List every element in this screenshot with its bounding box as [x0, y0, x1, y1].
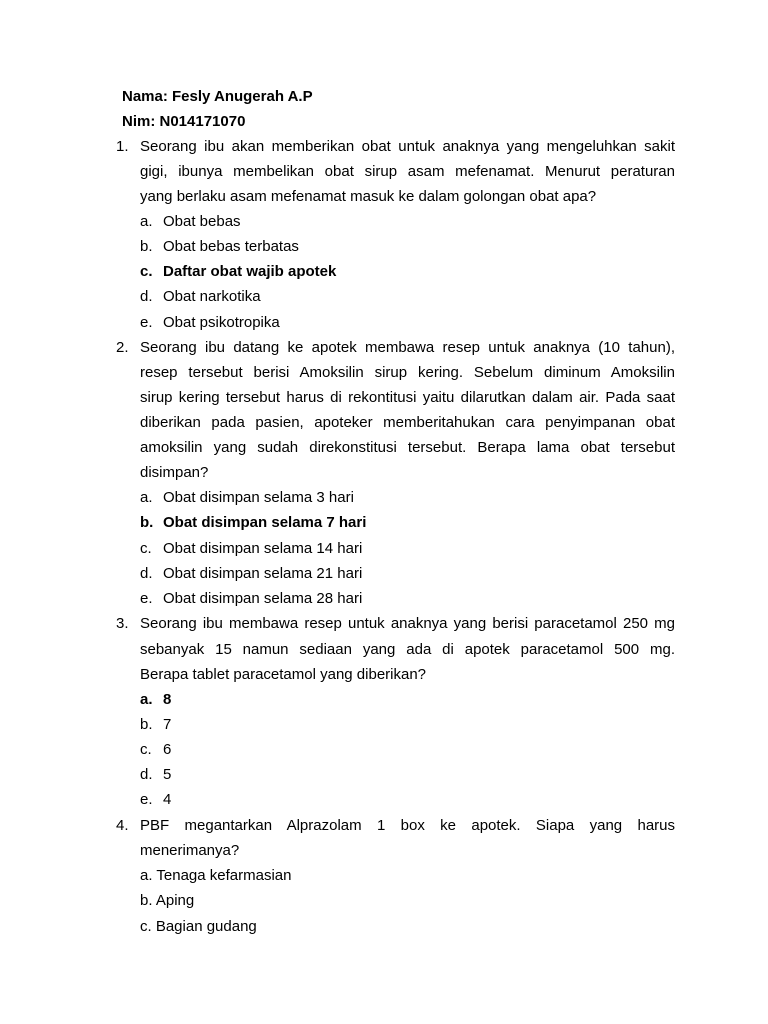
question-4-line-1: PBF megantarkan Alprazolam 1 box ke apotek. Siapa yang harus	[140, 817, 675, 834]
q3-option-c-letter: c.	[140, 741, 152, 758]
q1-option-e-letter: e.	[140, 314, 153, 331]
question-3-number: 3.	[116, 615, 129, 632]
q2-option-b-letter: b.	[140, 514, 154, 531]
student-name: Nama: Fesly Anugerah A.P	[122, 88, 313, 105]
q3-option-d-letter: d.	[140, 766, 153, 783]
q3-option-a-answer: 8	[163, 691, 172, 708]
question-4-line-2: menerimanya?	[140, 842, 240, 859]
q2-option-b-answer: Obat disimpan selama 7 hari	[163, 514, 367, 531]
question-3-line-3: Berapa tablet paracetamol yang diberikan?	[140, 666, 427, 683]
q1-option-d: Obat narkotika	[163, 288, 261, 305]
question-3-line-2: sebanyak 15 namun sediaan yang ada di apotek paracetamol 500 mg.	[140, 641, 675, 658]
question-4-number: 4.	[116, 817, 129, 834]
student-nim: Nim: N014171070	[122, 113, 246, 130]
question-2-line-6: disimpan?	[140, 464, 209, 481]
q2-option-a-letter: a.	[140, 489, 153, 506]
q2-option-e: Obat disimpan selama 28 hari	[163, 590, 363, 607]
q1-option-a-letter: a.	[140, 213, 153, 230]
q4-option-b: b. Aping	[140, 892, 195, 909]
q2-option-c-letter: c.	[140, 540, 152, 557]
q1-option-b: Obat bebas terbatas	[163, 238, 299, 255]
q2-option-d: Obat disimpan selama 21 hari	[163, 565, 363, 582]
q3-option-d: 5	[163, 766, 172, 783]
q3-option-e-letter: e.	[140, 791, 153, 808]
q1-option-e: Obat psikotropika	[163, 314, 280, 331]
q1-option-d-letter: d.	[140, 288, 153, 305]
question-2-line-3: sirup kering tersebut harus di rekontitusi yaitu dilarutkan dalam air. Pada saat	[140, 389, 675, 406]
q1-option-c-answer: Daftar obat wajib apotek	[163, 263, 337, 280]
question-1-line-2: gigi, ibunya membelikan obat sirup asam mefenamat. Menurut peraturan	[140, 163, 675, 180]
q3-option-b-letter: b.	[140, 716, 153, 733]
q1-option-c-letter: c.	[140, 263, 153, 280]
q3-option-c: 6	[163, 741, 172, 758]
q3-option-a-letter: a.	[140, 691, 153, 708]
q1-option-a: Obat bebas	[163, 213, 241, 230]
q4-option-c: c. Bagian gudang	[140, 918, 257, 935]
q3-option-b: 7	[163, 716, 172, 733]
q2-option-a: Obat disimpan selama 3 hari	[163, 489, 354, 506]
question-3-line-1: Seorang ibu membawa resep untuk anaknya yang berisi paracetamol 250 mg	[140, 615, 675, 632]
question-1-line-1: Seorang ibu akan memberikan obat untuk anaknya yang mengeluhkan sakit	[140, 138, 675, 155]
q4-option-a: a. Tenaga kefarmasian	[140, 867, 292, 884]
question-2-line-1: Seorang ibu datang ke apotek membawa resep untuk anaknya (10 tahun),	[140, 339, 675, 356]
q1-option-b-letter: b.	[140, 238, 153, 255]
q2-option-e-letter: e.	[140, 590, 153, 607]
q3-option-e: 4	[163, 791, 172, 808]
question-2-number: 2.	[116, 339, 129, 356]
question-1-number: 1.	[116, 138, 129, 155]
question-2-line-5: amoksilin yang sudah direkonstitusi tersebut. Berapa lama obat tersebut	[140, 439, 675, 456]
question-2-line-2: resep tersebut berisi Amoksilin sirup kering. Sebelum diminum Amoksilin	[140, 364, 675, 381]
q2-option-d-letter: d.	[140, 565, 153, 582]
q2-option-c: Obat disimpan selama 14 hari	[163, 540, 363, 557]
question-2-line-4: diberikan pada pasien, apoteker memberitahukan cara penyimpanan obat	[140, 414, 675, 431]
question-1-line-3: yang berlaku asam mefenamat masuk ke dalam golongan obat apa?	[140, 188, 597, 205]
